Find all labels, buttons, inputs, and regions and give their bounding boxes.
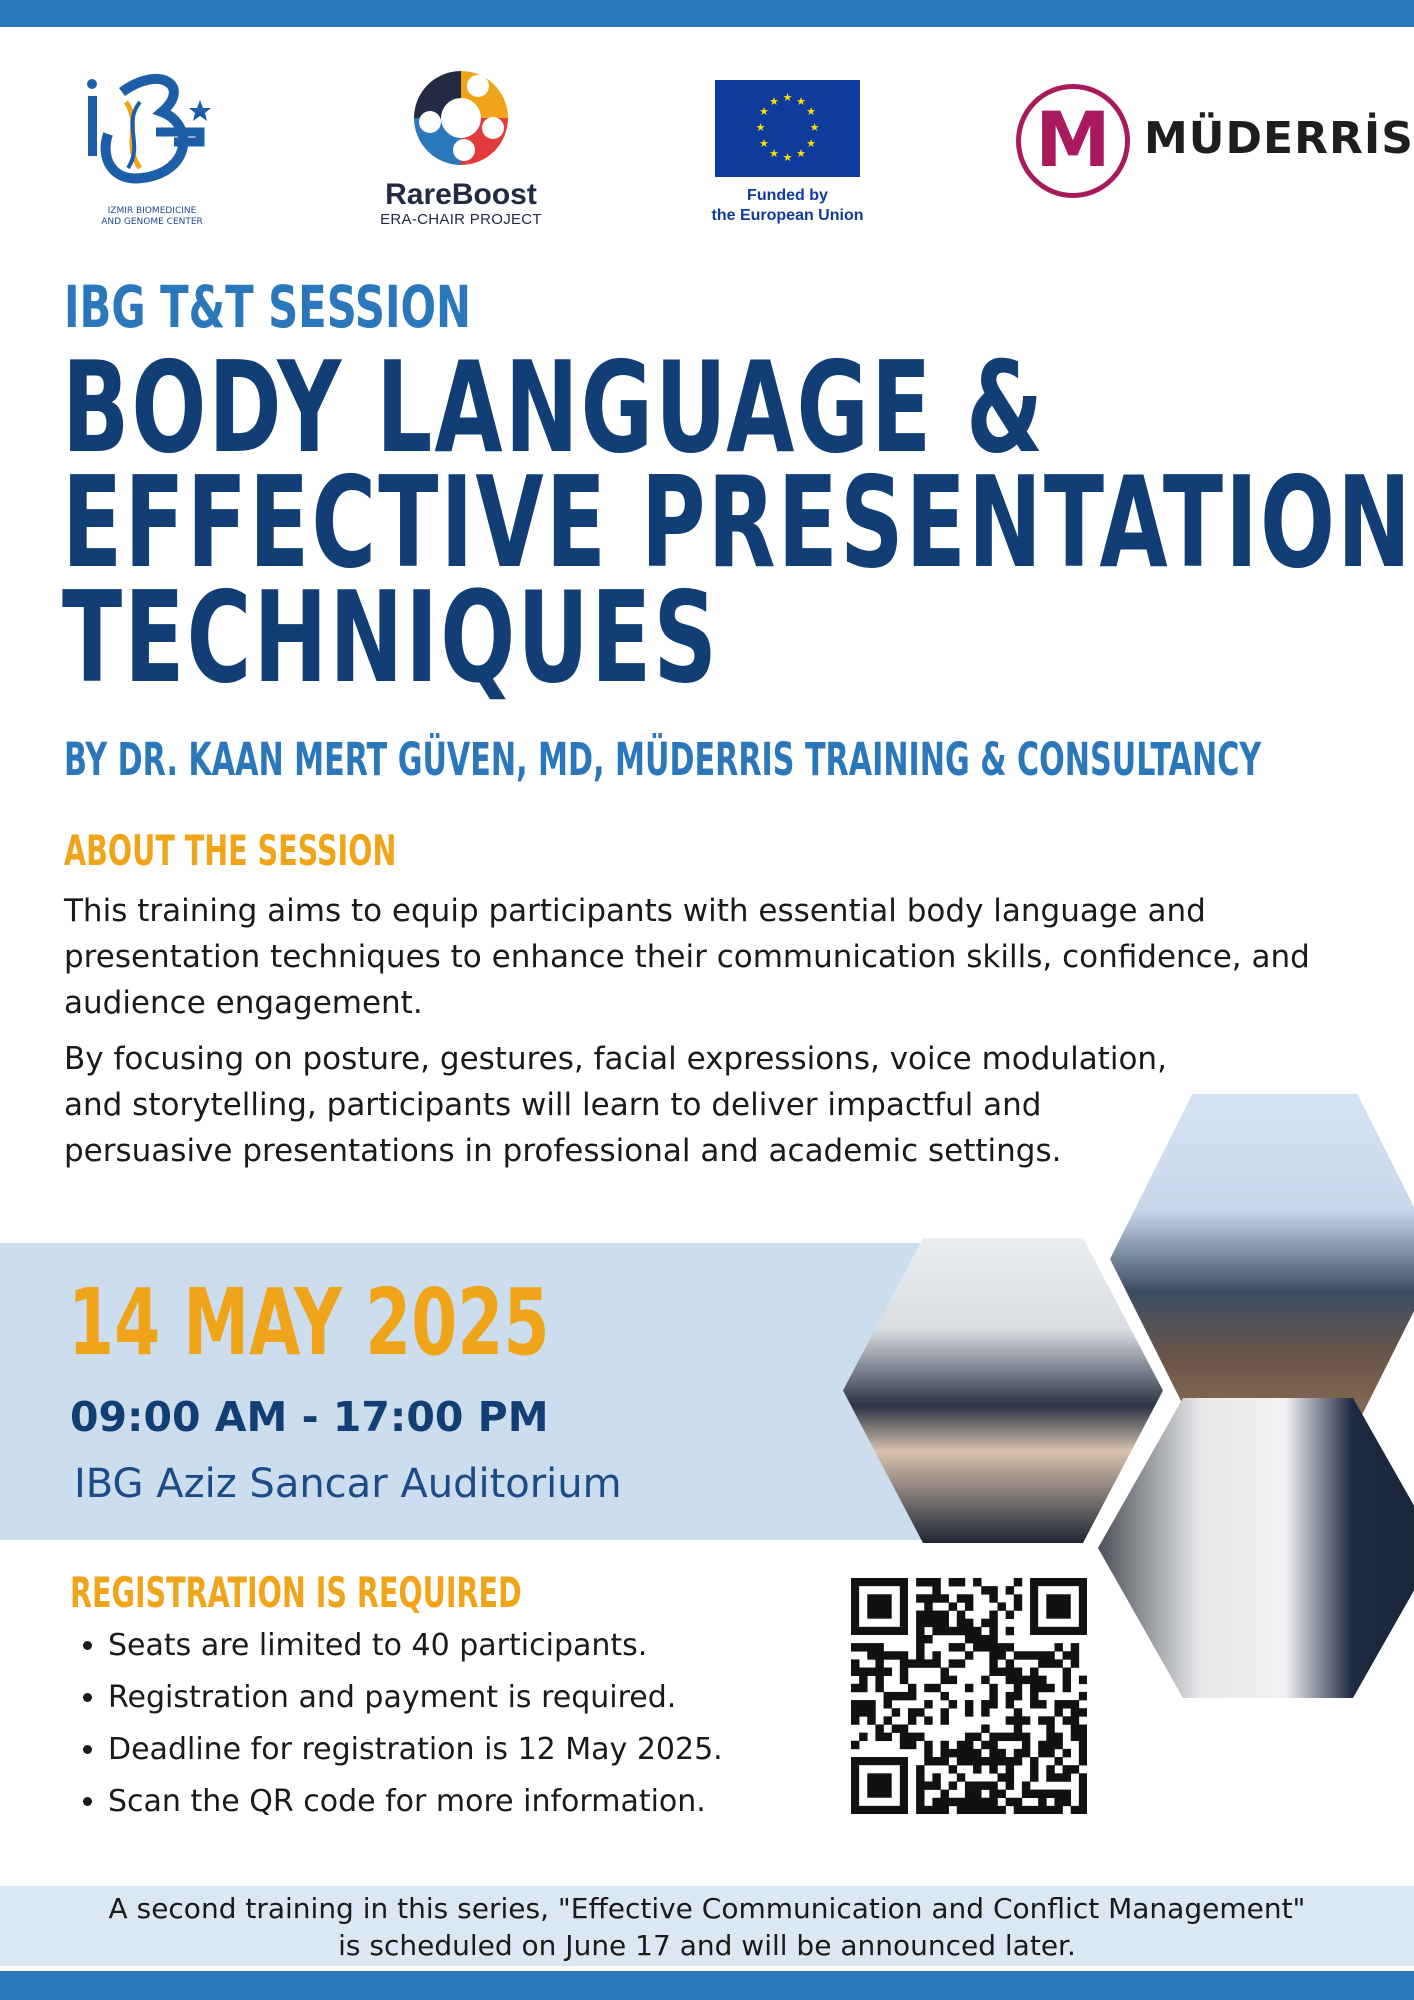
muderris-logo-letter: M (1035, 95, 1111, 184)
muderris-logo-wordmark: MÜDERRİS (1144, 113, 1414, 164)
event-date: 14 MAY 2025 (68, 1269, 550, 1376)
bottom-accent-bar (0, 1971, 1414, 2000)
svg-text:★: ★ (759, 137, 769, 150)
about-heading: ABOUT THE SESSION (64, 826, 397, 875)
eu-funding-logo (700, 80, 875, 240)
title-line-1: BODY LANGUAGE & (62, 334, 1046, 481)
ibg-logo (82, 72, 222, 232)
svg-text:★: ★ (782, 151, 793, 164)
ibg-logo-caption: IZMIR BIOMEDICINE AND GENOME CENTER (101, 206, 203, 227)
presenter-photo (1098, 1398, 1414, 1698)
about-paragraph-2-line: By focusing on posture, gestures, facial expressions, voice modulation, (64, 1041, 1167, 1077)
rareboost-logo (366, 68, 556, 238)
rareboost-subtitle: ERA-CHAIR PROJECT (380, 211, 542, 228)
event-venue: IBG Aziz Sancar Auditorium (74, 1461, 622, 1507)
list-item: • Seats are limited to 40 participants. (108, 1620, 723, 1672)
list-item: • Registration and payment is required. (108, 1672, 723, 1724)
footer-note-line: is scheduled on June 17 and will be announced later. (338, 1929, 1076, 1962)
about-paragraph-2-line: and storytelling, participants will learn to deliver impactful and (64, 1087, 1042, 1123)
svg-text:★: ★ (796, 147, 806, 160)
svg-text:★: ★ (782, 91, 793, 104)
rareboost-circle-logo-icon (366, 68, 556, 173)
svg-text:★: ★ (806, 105, 816, 118)
registration-heading: REGISTRATION IS REQUIRED (70, 1568, 522, 1617)
svg-text:★: ★ (759, 105, 769, 118)
session-kicker: IBG T&T SESSION (64, 273, 471, 341)
svg-text:★: ★ (755, 121, 766, 134)
svg-text:★: ★ (809, 121, 820, 134)
speaker-byline: BY DR. KAAN MERT GÜVEN, MD, MÜDERRIS TRAINING & CONSULTANCY (64, 733, 1262, 786)
svg-text:★: ★ (769, 147, 779, 160)
eu-flag-icon (715, 80, 860, 177)
muderris-logo (1016, 84, 1414, 209)
registration-list (70, 1620, 723, 1828)
list-item: • Scan the QR code for more information. (108, 1776, 723, 1828)
about-paragraph-2-line: persuasive presentations in professional and academic settings. (64, 1133, 1062, 1169)
rareboost-name: RareBoost (385, 178, 537, 211)
title-line-2: EFFECTIVE PRESENTATION (62, 449, 1414, 596)
svg-text:★: ★ (769, 95, 779, 108)
event-time: 09:00 AM - 17:00 PM (70, 1393, 549, 1441)
top-accent-bar (0, 0, 1414, 27)
list-item: • Deadline for registration is 12 May 2025. (108, 1724, 723, 1776)
about-paragraph-1: This training aims to equip participants with essential body language and presentation techniques to enhance their communication skills, confidence, and audience engagement. (64, 893, 1310, 1021)
ibg-dna-logo-icon (82, 72, 222, 202)
svg-text:★: ★ (796, 95, 806, 108)
svg-text:★: ★ (806, 137, 816, 150)
eu-funding-text: Funded by the European Union (711, 187, 864, 224)
title-line-3: TECHNIQUES (62, 564, 719, 711)
footer-note-line: A second training in this series, "Effective Communication and Conflict Management" (108, 1892, 1306, 1925)
footer-note (0, 1890, 1414, 1964)
qr-code-icon[interactable] (851, 1578, 1087, 1814)
